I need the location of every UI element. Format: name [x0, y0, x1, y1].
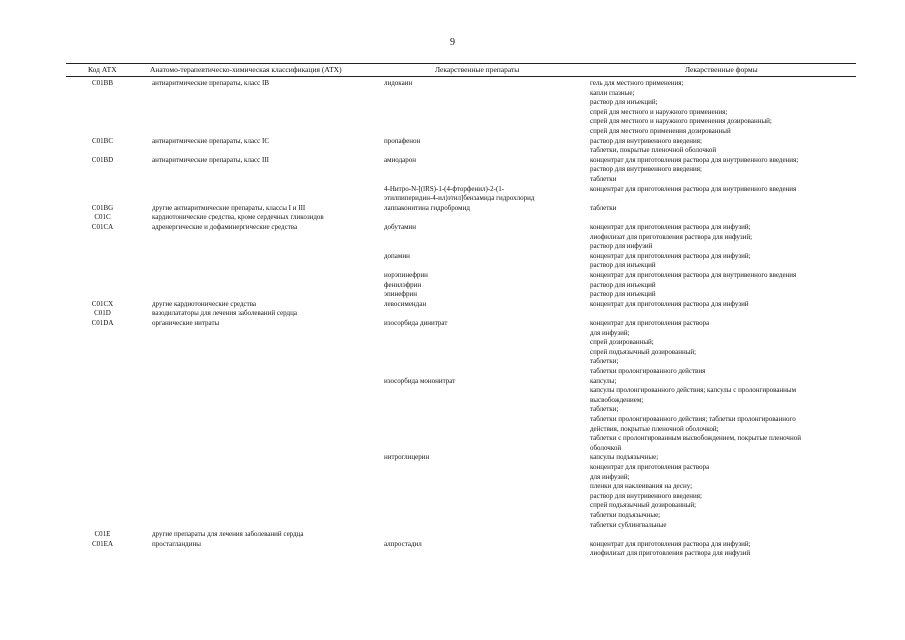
drug-name [384, 223, 416, 233]
dosage-forms-line: лиофилизат для приготовления раствора для инфузий; [590, 232, 753, 241]
dosage-forms-line: раствор для инъекций [590, 280, 656, 289]
dosage-forms-line: спрей для местного и наружного применения; [590, 107, 728, 116]
atc-classification-line: антиаритмические препараты, класс III [152, 155, 270, 164]
dosage-forms [590, 290, 656, 300]
atc-classification-line: кардиотонические средства, кроме сердечных гликозидов [152, 213, 324, 222]
dosage-forms-line: таблетки пролонгированного действия; таблетки пролонгированного [590, 414, 796, 423]
dosage-forms [590, 252, 751, 271]
dosage-forms-line: концентрат для приготовления раствора для инфузий; [590, 539, 751, 548]
dosage-forms [590, 223, 752, 252]
drug-name-line: лаппаконитина гидробромид [384, 203, 470, 212]
drug-name-line: допамин [384, 251, 410, 260]
atc-classification [152, 204, 305, 214]
drug-name-line: пропафенон [384, 136, 421, 145]
atc-classification-line: другие препараты для лечения заболеваний сердца [152, 530, 304, 539]
dosage-forms [590, 319, 709, 377]
drug-name-line: добутамин [384, 223, 417, 231]
drug-name [384, 300, 426, 310]
atc-code [80, 137, 125, 147]
drug-name [384, 204, 470, 214]
dosage-forms-line: таблетки [590, 174, 617, 183]
table-header-rule [66, 76, 856, 77]
drug-name-line: эпинефрин [384, 290, 417, 299]
atc-code-line: C01CA [91, 223, 114, 231]
dosage-forms-line: капсулы; [590, 376, 617, 385]
dosage-forms-line: таблетки; [590, 357, 619, 366]
dosage-forms [590, 185, 796, 195]
drug-name [384, 281, 421, 291]
drug-name-line: норэпинефрин [384, 271, 428, 279]
atc-code-line: C01BC [91, 136, 113, 145]
atc-code-line: C01BG [91, 203, 114, 212]
drug-name [384, 252, 410, 262]
dosage-forms [590, 156, 798, 185]
dosage-forms-line: таблетки пролонгированного действия [590, 366, 706, 375]
atc-classification [152, 309, 297, 319]
atc-code [80, 530, 125, 540]
dosage-forms-line: спрей подъязычный дозированный; [590, 501, 697, 510]
dosage-forms-line: концентрат для приготовления раствора для инфузий; [590, 251, 751, 260]
atc-classification [152, 319, 219, 329]
atc-classification [152, 213, 324, 223]
dosage-forms-line: таблетки [590, 203, 617, 212]
dosage-forms-line: капсулы пролонгированного действия; капсулы с пролонгированным [590, 386, 797, 395]
dosage-forms-line: таблетки с пролонгированным высвобождением, покрытые пленочной [590, 434, 801, 443]
drug-name [384, 271, 428, 281]
atc-classification-line: другие антиаритмические препараты, классы I и III [152, 203, 306, 212]
atc-classification [152, 300, 256, 310]
dosage-forms [590, 271, 796, 281]
dosage-forms [590, 204, 616, 214]
atc-code [80, 540, 125, 550]
drug-name [384, 137, 420, 147]
drug-name-line: левосимендан [384, 299, 427, 308]
dosage-forms-line: спрей дозированный; [590, 338, 654, 347]
drug-name [384, 453, 429, 463]
dosage-forms-line: таблетки сублингвальные [590, 520, 667, 529]
atc-classification [152, 530, 304, 540]
atc-classification-line: вазодилататоры для лечения заболеваний сердца [152, 309, 297, 318]
dosage-forms-line: лиофилизат для приготовления раствора для инфузий [590, 549, 751, 558]
drug-name-line: алпростадил [384, 539, 422, 548]
atc-code-line: C01DA [91, 319, 114, 327]
drug-name [384, 540, 422, 550]
atc-code-line: C01E [94, 530, 111, 539]
atc-classification [152, 223, 297, 233]
drug-name-line: нитроглицерин [384, 453, 430, 462]
page-number: 9 [450, 37, 455, 48]
dosage-forms-line: концентрат для приготовления раствора [590, 319, 710, 327]
drug-name [384, 156, 416, 166]
atc-classification-line: антиаритмические препараты, класс IB [152, 79, 270, 87]
dosage-forms [590, 79, 772, 137]
atc-code [80, 204, 125, 214]
atc-classification-line: простагландины [152, 539, 201, 548]
atc-code-line: C01EA [92, 539, 113, 548]
dosage-forms-line: таблетки, покрытые пленочной оболочкой [590, 146, 717, 155]
dosage-forms-line: таблетки; [590, 405, 619, 414]
atc-code [80, 300, 125, 310]
dosage-forms-line: гель для местного применения; [590, 79, 684, 87]
dosage-forms-line: раствор для внутривенного введения; [590, 491, 702, 500]
table-top-rule [66, 63, 856, 64]
atc-code-line: C01BD [91, 155, 114, 164]
atc-classification [152, 79, 269, 89]
atc-classification-line: другие кардиотонические средства [152, 299, 257, 308]
dosage-forms-line: для инфузий; [590, 472, 630, 481]
dosage-forms-line: для инфузий; [590, 328, 630, 337]
atc-code-line: C01CX [91, 299, 114, 308]
atc-classification [152, 156, 269, 166]
dosage-forms-line: раствор для внутривенного введения; [590, 136, 702, 145]
dosage-forms-line: раствор для инъекций; [590, 98, 658, 107]
dosage-forms-line: раствор для инъекций [590, 290, 656, 299]
dosage-forms [590, 377, 801, 454]
dosage-forms-line: концентрат для приготовления раствора для инфузий; [590, 223, 751, 231]
atc-code [80, 319, 125, 329]
header-drugs: Лекарственные препараты [435, 65, 520, 74]
drug-name [384, 290, 417, 300]
dosage-forms-line: концентрат для приготовления раствора для внутривенного введения [590, 271, 797, 279]
dosage-forms-line: концентрат для приготовления раствора [590, 462, 710, 471]
dosage-forms [590, 540, 751, 559]
dosage-forms-line: раствор для внутривенного введения; [590, 165, 702, 174]
dosage-forms-line: спрей для местного и наружного применения дозированный; [590, 117, 772, 126]
header-code: Код АТХ [88, 65, 117, 74]
dosage-forms-line: раствор для инфузий [590, 242, 653, 251]
dosage-forms-line: высвобождением; [590, 395, 644, 404]
dosage-forms [590, 300, 749, 310]
atc-code [80, 213, 125, 223]
dosage-forms [590, 281, 656, 291]
atc-code-line: C01D [94, 309, 111, 318]
atc-classification [152, 137, 269, 147]
atc-code [80, 156, 125, 166]
drug-name-line: амиодарон [384, 155, 416, 164]
atc-classification-line: органические нитраты [152, 319, 220, 327]
dosage-forms [590, 453, 709, 530]
header-forms: Лекарственные формы [685, 65, 758, 74]
atc-code-line: C01C [94, 213, 111, 222]
dosage-forms-line: капсулы подъязычные; [590, 453, 659, 462]
atc-classification-line: антиаритмические препараты, класс IC [152, 136, 270, 145]
dosage-forms-line: спрей подъязычный дозированный; [590, 347, 697, 356]
atc-code [80, 309, 125, 319]
drug-name-line: изосорбида мононитрат [384, 376, 456, 385]
drug-name [384, 185, 534, 204]
dosage-forms-line: спрей для местного применения дозированный [590, 126, 731, 135]
drug-name [384, 79, 412, 89]
drug-name-line: 4-Нитро-N-[(lRS)-1-(4-фторфенил)-2-(1- [384, 184, 505, 193]
atc-code-line: C01BB [91, 79, 113, 87]
header-classification: Анатомо-терапевтическо-химическая классификация (АТХ) [150, 65, 342, 74]
atc-code [80, 79, 125, 89]
atc-code [80, 223, 125, 233]
drug-name-line: изосорбида динитрат [384, 319, 448, 327]
dosage-forms-line: концентрат для приготовления раствора для инфузий [590, 299, 749, 308]
atc-classification-line: адренергические и дофаминергические средства [152, 223, 298, 231]
drug-name [384, 319, 447, 329]
drug-name-line: этилпиперидин-4-ил)этил]бензамида гидрохлорид [384, 194, 535, 203]
drug-name-line: фенилэфрин [384, 280, 422, 289]
dosage-forms-line: раствор для инъекций [590, 261, 656, 270]
dosage-forms-line: действия, покрытые пленочной оболочкой; [590, 424, 719, 433]
dosage-forms [590, 137, 716, 156]
dosage-forms-line: капли глазные; [590, 88, 635, 97]
drug-name-line: лидокаин [384, 79, 413, 87]
drug-name [384, 377, 455, 387]
dosage-forms-line: пленки для наклеивания на десну; [590, 482, 693, 491]
atc-classification [152, 540, 201, 550]
dosage-forms-line: таблетки подъязычные; [590, 510, 661, 519]
dosage-forms-line: концентрат для приготовления раствора для внутривенного введения; [590, 155, 799, 164]
dosage-forms-line: оболочкой [590, 443, 622, 452]
dosage-forms-line: концентрат для приготовления раствора для внутривенного введения [590, 184, 797, 193]
